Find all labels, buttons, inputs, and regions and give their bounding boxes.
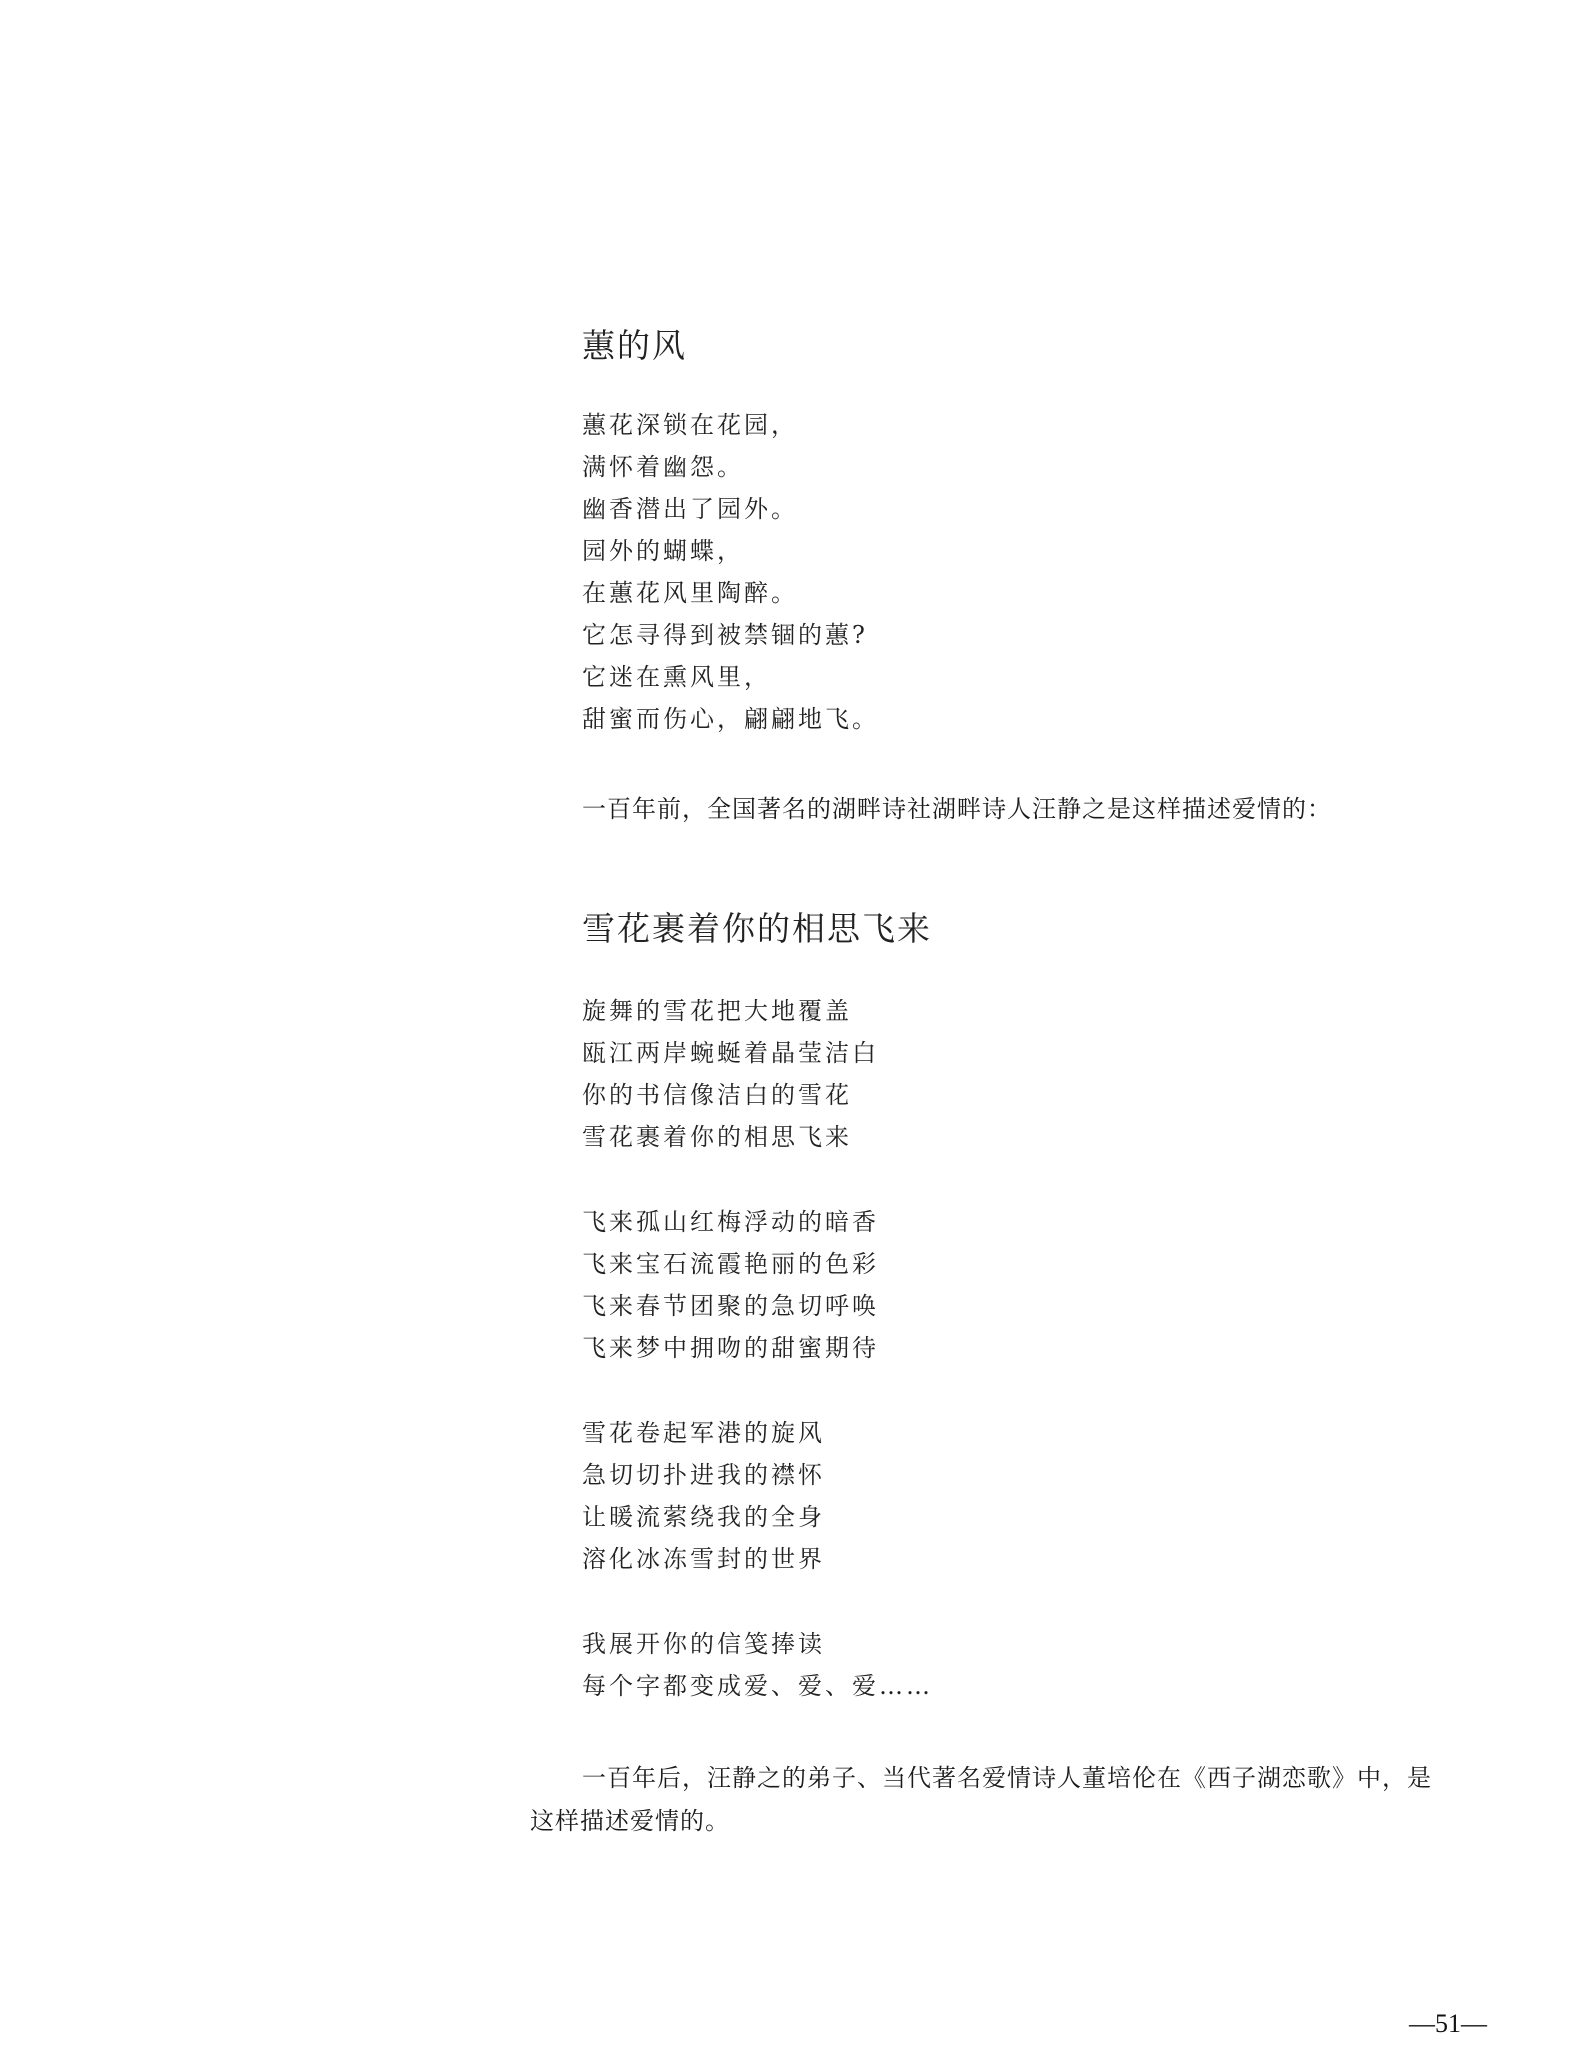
poem-line: 溶化冰冻雪封的世界 <box>582 1545 825 1573</box>
poem-line: 瓯江两岸蜿蜒着晶莹洁白 <box>582 1039 879 1067</box>
page-number: —51— <box>1409 2009 1487 2038</box>
poem-line: 让暖流萦绕我的全身 <box>582 1503 825 1531</box>
poem-line: 你的书信像洁白的雪花 <box>582 1081 852 1109</box>
poem-body <box>582 404 879 740</box>
poem-line: 飞来梦中拥吻的甜蜜期待 <box>582 1334 879 1362</box>
poem-title: 蕙的风 <box>582 326 687 365</box>
poem-line: 蕙花深锁在花园， <box>582 411 798 439</box>
prose-paragraph: 一百年前，全国著名的湖畔诗社湖畔诗人汪静之是这样描述爱情的： <box>582 795 1332 823</box>
poem-line: 园外的蝴蝶， <box>582 537 744 565</box>
poem-line: 飞来孤山红梅浮动的暗香 <box>582 1208 879 1236</box>
poem-stanza <box>582 1201 879 1369</box>
poem-line: 每个字都变成爱、爱、爱…… <box>582 1672 933 1700</box>
poem-line: 它迷在熏风里， <box>582 663 771 691</box>
poem-line: 我展开你的信笺捧读 <box>582 1630 825 1658</box>
poem-stanza <box>582 1623 933 1707</box>
poem-line: 雪花卷起军港的旋风 <box>582 1419 825 1447</box>
poem-line: 旋舞的雪花把大地覆盖 <box>582 997 852 1025</box>
poem-line: 它怎寻得到被禁锢的蕙? <box>582 621 868 649</box>
poem-line: 雪花裹着你的相思飞来 <box>582 1123 852 1151</box>
prose-paragraph-line: 一百年后，汪静之的弟子、当代著名爱情诗人董培伦在《西子湖恋歌》中，是 <box>582 1764 1432 1792</box>
poem-stanza <box>582 990 879 1158</box>
poem-line: 在蕙花风里陶醉。 <box>582 579 798 607</box>
poem-line: 甜蜜而伤心，翩翩地飞。 <box>582 705 879 733</box>
poem-line: 飞来春节团聚的急切呼唤 <box>582 1292 879 1320</box>
poem-line: 飞来宝石流霞艳丽的色彩 <box>582 1250 879 1278</box>
prose-paragraph-line: 这样描述爱情的。 <box>530 1807 730 1835</box>
poem-line: 幽香潜出了园外。 <box>582 495 798 523</box>
poem-title: 雪花裹着你的相思飞来 <box>582 909 932 948</box>
poem-stanza <box>582 1412 825 1580</box>
poem-line: 满怀着幽怨。 <box>582 453 744 481</box>
poem-line: 急切切扑进我的襟怀 <box>582 1461 825 1489</box>
